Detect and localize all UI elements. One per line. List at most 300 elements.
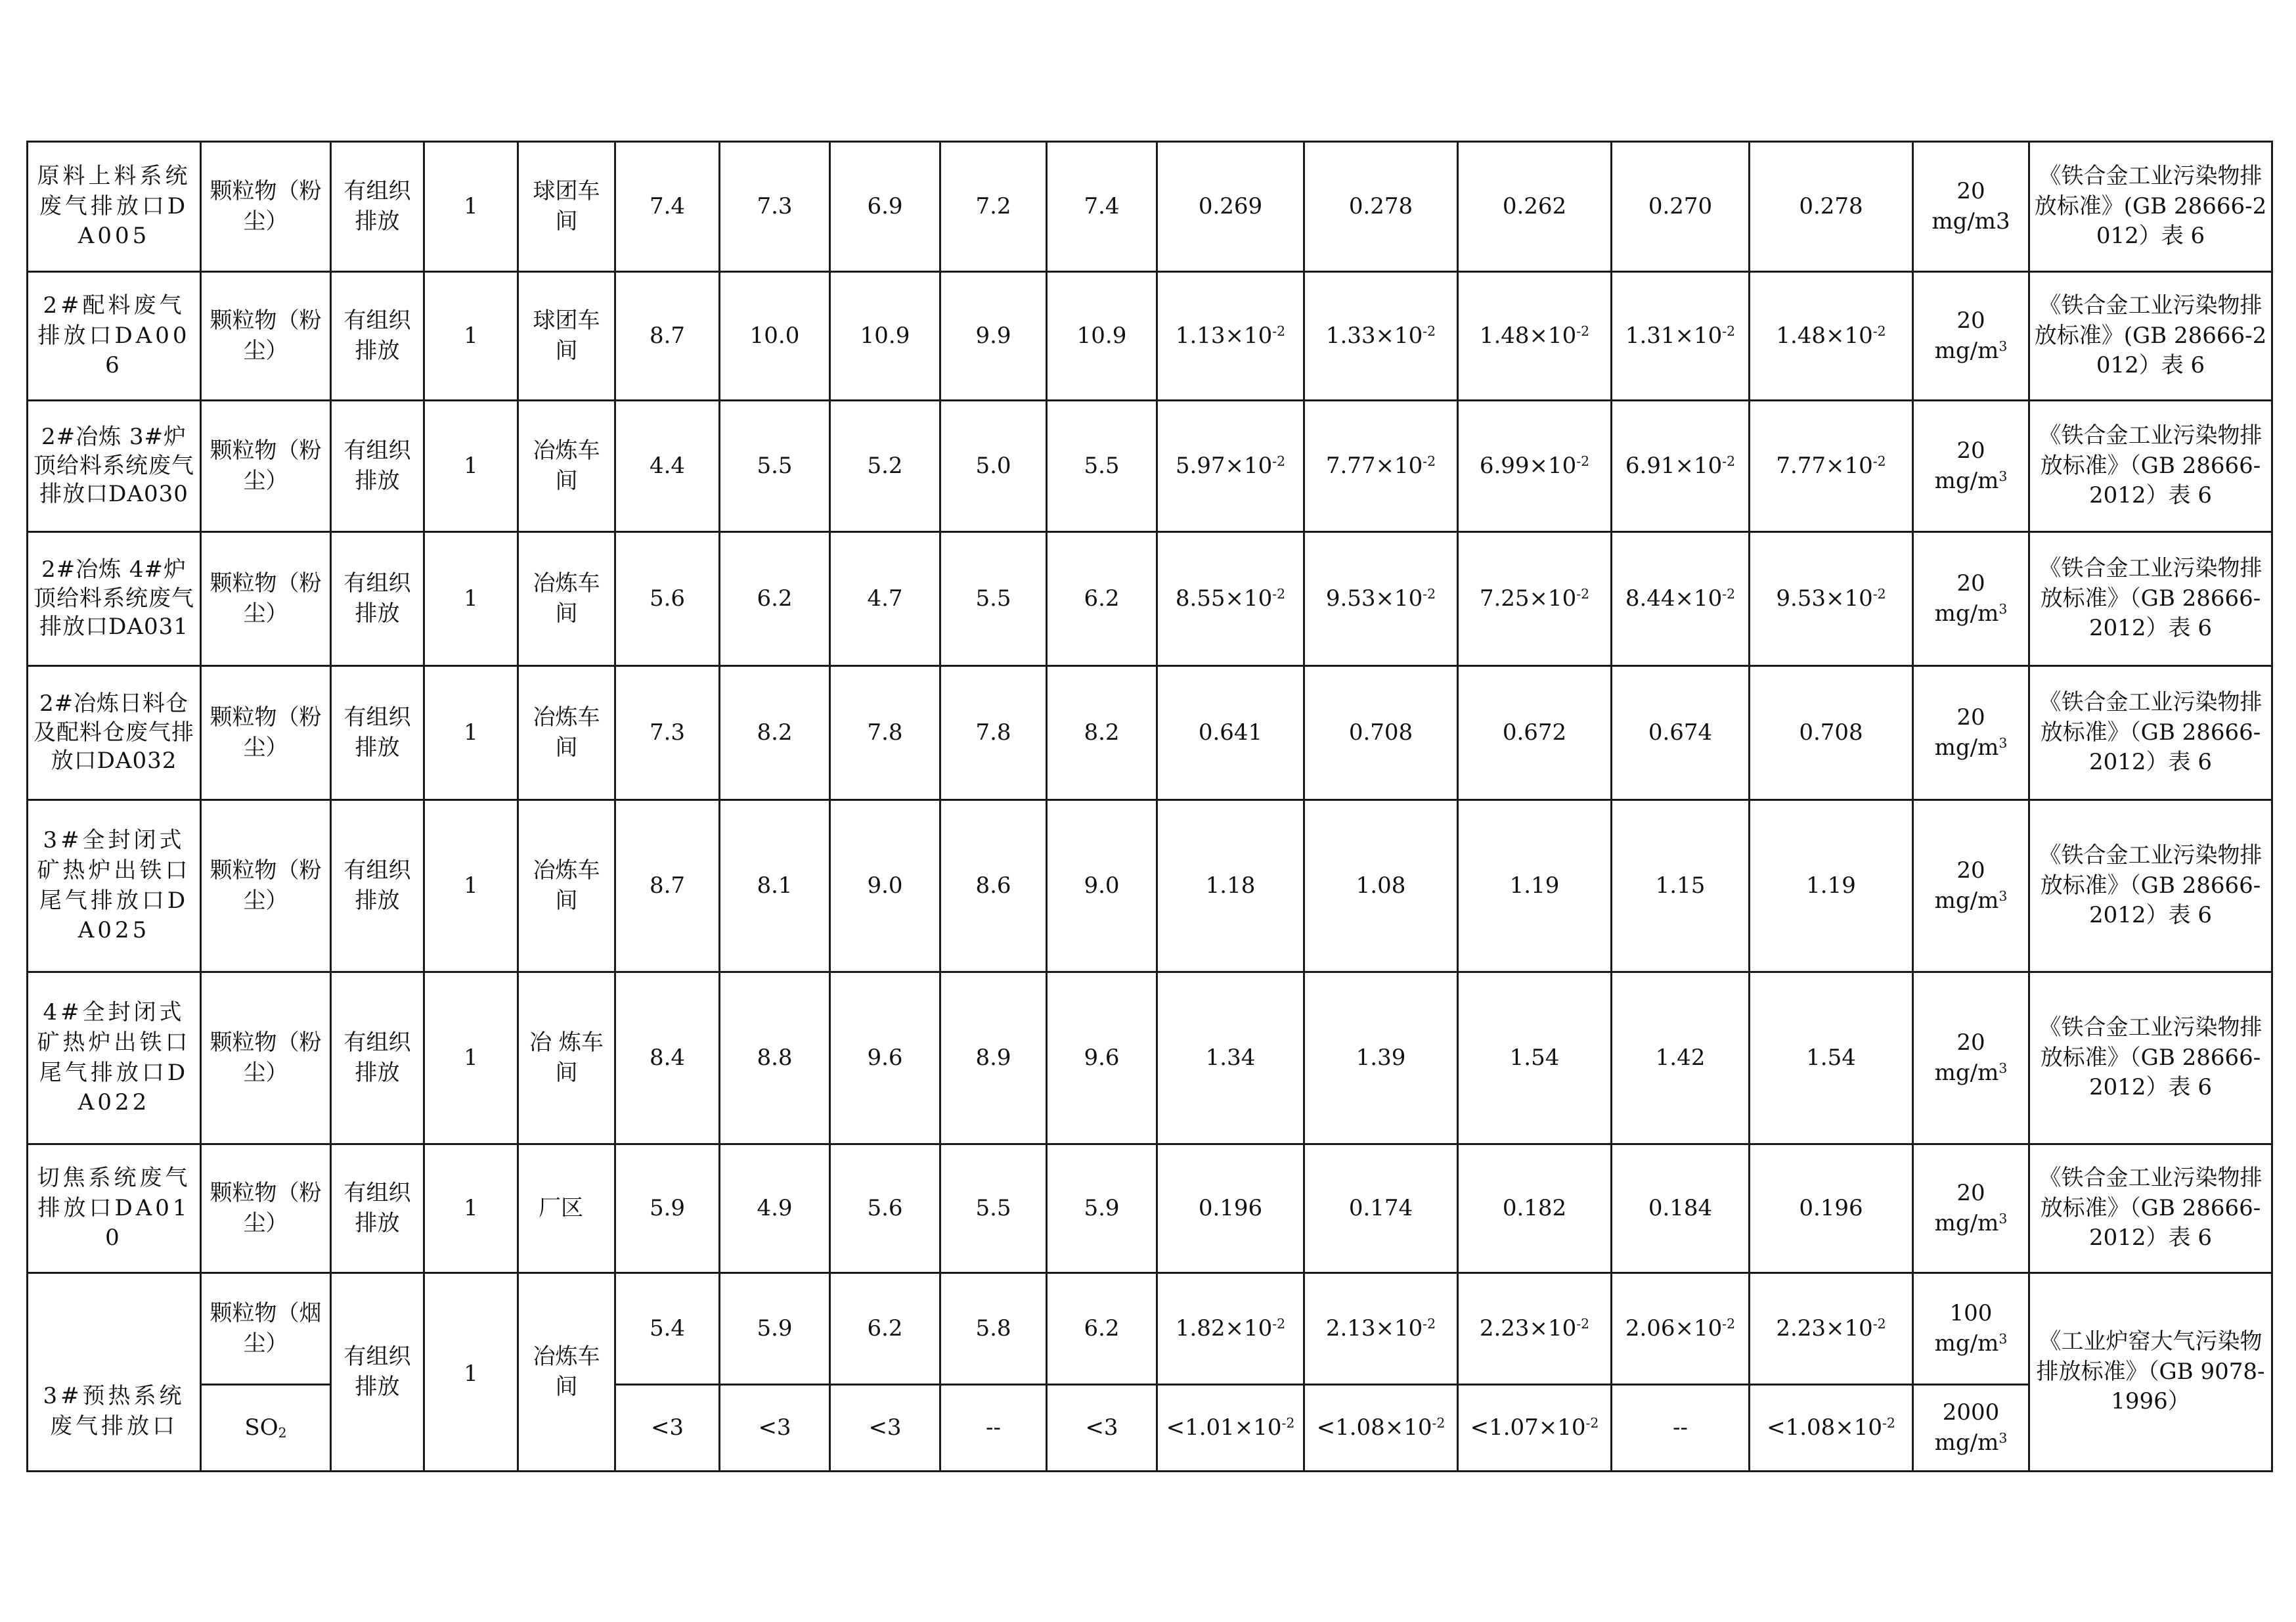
outlet-count-cell-text: 1: [464, 585, 478, 612]
emission-rate-cell: [1458, 1144, 1612, 1273]
emission-limit-cell: [1913, 401, 2029, 532]
outlet-name-cell: [28, 272, 201, 401]
rate-exponent: -2: [1882, 1414, 1895, 1431]
rate-mantissa: 0.708: [1348, 719, 1413, 746]
emission-rate-cell: [1157, 401, 1304, 532]
emission-mode-cell: [331, 142, 424, 272]
emission-monitoring-table: [26, 141, 2273, 1472]
concentration-cell: [940, 272, 1047, 401]
emission-rate-cell: [1157, 272, 1304, 401]
limit-unit: mg/m: [1934, 1330, 1999, 1357]
concentration-cell-text: 5.6: [867, 1194, 903, 1221]
pollutant-cell: [201, 272, 331, 401]
pollutant-cell-text: 颗粒物（粉尘）: [210, 437, 322, 494]
pollutant-cell: [201, 401, 331, 532]
rate-mantissa: 1.82×10: [1175, 1315, 1273, 1341]
limit-unit: mg/m: [1934, 1429, 1999, 1456]
concentration-cell: [830, 1273, 940, 1385]
concentration-cell-text: <3: [650, 1414, 684, 1441]
pollutant-cell-text: 颗粒物（粉尘）: [210, 857, 322, 914]
concentration-cell: [940, 1144, 1047, 1273]
outlet-count-cell: [424, 142, 518, 272]
rate-exponent: -2: [1423, 1315, 1436, 1332]
pollutant-cell: [201, 972, 331, 1144]
emission-limit-cell: [1913, 972, 2029, 1144]
rate-mantissa: 1.08: [1356, 872, 1406, 899]
rate-mantissa: 0.270: [1648, 192, 1713, 219]
standard-cell: [2029, 800, 2272, 972]
table-body: [28, 142, 2272, 1472]
pollutant-cell-text: 颗粒物（粉尘）: [210, 177, 322, 235]
concentration-cell: [1047, 1144, 1157, 1273]
outlet-name-cell-text: 2#冶炼日料仓及配料仓废气排放口DA032: [33, 690, 194, 775]
emission-rate-cell: [1750, 800, 1913, 972]
rate-mantissa: 0.262: [1502, 192, 1567, 219]
pollutant-cell-text: 颗粒物（粉尘）: [210, 704, 322, 761]
emission-rate-cell: [1157, 532, 1304, 666]
pollutant-cell: [201, 1273, 331, 1385]
emission-rate-cell: [1458, 272, 1612, 401]
emission-rate-cell: [1458, 401, 1612, 532]
outlet-count-cell: [424, 532, 518, 666]
concentration-cell-text: 8.6: [975, 872, 1011, 899]
workshop-cell-text: 冶炼车间: [533, 570, 600, 627]
concentration-cell: [615, 800, 720, 972]
rate-exponent: -2: [1423, 323, 1436, 339]
concentration-cell-text: 8.4: [649, 1044, 686, 1071]
workshop-cell: [518, 401, 615, 532]
workshop-cell-text: 冶炼车间: [533, 704, 600, 761]
rate-exponent: -2: [1281, 1414, 1295, 1431]
concentration-cell-text: 9.0: [867, 872, 903, 899]
rate-mantissa: 8.44×10: [1625, 585, 1723, 612]
emission-mode-cell: [331, 666, 424, 800]
rate-exponent: -2: [1423, 585, 1436, 602]
emission-rate-cell: [1612, 401, 1750, 532]
rate-mantissa: 6.99×10: [1479, 452, 1577, 479]
rate-exponent: -2: [1272, 1315, 1286, 1332]
rate-mantissa: <1.07×10: [1470, 1414, 1586, 1441]
concentration-cell-text: 5.8: [975, 1315, 1011, 1341]
emission-mode-cell: [331, 972, 424, 1144]
emission-mode-cell: [331, 1144, 424, 1273]
emission-rate-cell: [1612, 532, 1750, 666]
outlet-count-cell: [424, 800, 518, 972]
emission-rate-cell: [1612, 1273, 1750, 1385]
standard-cell: [2029, 142, 2272, 272]
concentration-cell-text: 8.8: [757, 1044, 793, 1071]
outlet-name-cell-text: 切焦系统废气排放口DA010: [37, 1164, 191, 1251]
emission-limit-cell: [1913, 142, 2029, 272]
table-row: [28, 1273, 2272, 1385]
rate-mantissa: 0.278: [1348, 192, 1413, 219]
outlet-name-cell: [28, 800, 201, 972]
concentration-cell-text: 7.8: [975, 719, 1011, 746]
concentration-cell: [1047, 1273, 1157, 1385]
outlet-name-cell-text: 4#全封闭式矿热炉出铁口尾气排放口DA022: [37, 999, 191, 1116]
outlet-name-cell: [28, 532, 201, 666]
rate-mantissa: 2.13×10: [1325, 1315, 1423, 1341]
emission-limit-cell: [1913, 800, 2029, 972]
concentration-cell-text: 8.9: [975, 1044, 1011, 1071]
workshop-cell: [518, 666, 615, 800]
concentration-cell: [615, 1385, 720, 1472]
limit-unit-exponent: 3: [1998, 1430, 2008, 1446]
table-row: [28, 142, 2272, 272]
rate-mantissa: --: [1673, 1414, 1688, 1441]
rate-mantissa: 9.53×10: [1325, 585, 1423, 612]
rate-mantissa: 0.641: [1198, 719, 1263, 746]
workshop-cell-text: 球团车间: [533, 307, 600, 364]
rate-mantissa: 1.19: [1509, 872, 1560, 899]
limit-value: 20: [1956, 857, 1985, 884]
concentration-cell: [940, 142, 1047, 272]
pollutant-formula-subscript: 2: [278, 1424, 287, 1441]
limit-unit-exponent: 3: [1998, 1210, 2008, 1227]
concentration-cell-text: 7.3: [757, 192, 793, 219]
emission-rate-cell: [1612, 666, 1750, 800]
emission-rate-cell: [1750, 1273, 1913, 1385]
outlet-count-cell: [424, 401, 518, 532]
concentration-cell-text: 5.0: [975, 452, 1011, 479]
rate-mantissa: 0.269: [1198, 192, 1263, 219]
rate-mantissa: 7.77×10: [1776, 452, 1873, 479]
standard-cell: [2029, 401, 2272, 532]
emission-rate-cell: [1750, 1385, 1913, 1472]
concentration-cell-text: <3: [868, 1414, 902, 1441]
pollutant-cell-text: 颗粒物（粉尘）: [210, 570, 322, 627]
emission-rate-cell: [1157, 1144, 1304, 1273]
outlet-count-cell: [424, 972, 518, 1144]
limit-value: 20: [1956, 1029, 1985, 1056]
emission-rate-cell: [1612, 1144, 1750, 1273]
outlet-name-cell-text: 3#全封闭式矿热炉出铁口尾气排放口DA025: [37, 826, 191, 944]
concentration-cell: [615, 666, 720, 800]
concentration-cell-text: 9.9: [975, 322, 1011, 349]
rate-mantissa: 0.184: [1648, 1194, 1713, 1221]
workshop-cell: [518, 142, 615, 272]
rate-exponent: -2: [1576, 453, 1590, 469]
rate-mantissa: 0.174: [1348, 1194, 1413, 1221]
rate-mantissa: 0.196: [1198, 1194, 1263, 1221]
emission-rate-cell: [1750, 666, 1913, 800]
concentration-cell-text: 6.9: [867, 192, 903, 219]
workshop-cell: [518, 972, 615, 1144]
limit-unit-exponent: 3: [1998, 338, 2008, 354]
rate-exponent: -2: [1722, 323, 1736, 339]
standard-cell-text: 《铁合金工业污染物排放标准》（GB 28666-2012）表 6: [2039, 688, 2263, 776]
table-row: [28, 666, 2272, 800]
concentration-cell: [720, 1273, 830, 1385]
pollutant-cell-text: 颗粒物（烟尘）: [210, 1299, 322, 1357]
concentration-cell-text: 9.6: [867, 1044, 903, 1071]
emission-rate-cell: [1304, 800, 1458, 972]
rate-mantissa: 0.708: [1799, 719, 1863, 746]
concentration-cell-text: --: [986, 1414, 1001, 1441]
emission-rate-cell: [1304, 532, 1458, 666]
emission-rate-cell: [1304, 401, 1458, 532]
outlet-name-cell-text: 2#冶炼 4#炉顶给料系统废气排放口DA031: [33, 556, 194, 641]
emission-rate-cell: [1750, 401, 1913, 532]
emission-limit-cell: [1913, 1144, 2029, 1273]
standard-cell-text: 《铁合金工业污染物排放标准》（GB 28666-2012）表 6: [2039, 1014, 2263, 1101]
emission-mode-cell-text: 有组织排放: [343, 1343, 411, 1400]
emission-mode-cell-text: 有组织排放: [343, 177, 411, 235]
workshop-cell: [518, 532, 615, 666]
outlet-name-cell: [28, 142, 201, 272]
standard-cell-text: 《铁合金工业污染物排放标准》（GB 28666-2012）表 6: [2039, 422, 2263, 509]
outlet-name-cell: [28, 666, 201, 800]
concentration-cell: [830, 272, 940, 401]
pollutant-cell: [201, 1144, 331, 1273]
pollutant-cell: [201, 532, 331, 666]
concentration-cell-text: 6.2: [1084, 585, 1120, 612]
limit-value: 20: [1956, 570, 1985, 597]
concentration-cell: [830, 532, 940, 666]
emission-rate-cell: [1157, 800, 1304, 972]
concentration-cell-text: 8.7: [649, 322, 686, 349]
standard-cell: [2029, 532, 2272, 666]
workshop-cell-text: 冶炼车间: [533, 437, 600, 494]
rate-mantissa: 9.53×10: [1776, 585, 1873, 612]
outlet-count-cell: [424, 666, 518, 800]
outlet-count-cell-text: 1: [464, 1361, 478, 1387]
emission-rate-cell: [1157, 142, 1304, 272]
rate-mantissa: <1.08×10: [1316, 1414, 1432, 1441]
concentration-cell: [720, 401, 830, 532]
concentration-cell-text: 5.9: [649, 1194, 686, 1221]
outlet-count-cell-text: 1: [464, 719, 478, 746]
rate-mantissa: 1.54: [1806, 1044, 1856, 1071]
rate-exponent: -2: [1423, 453, 1436, 469]
workshop-cell-text: 厂区: [539, 1194, 583, 1221]
rate-exponent: -2: [1576, 1315, 1590, 1332]
concentration-cell-text: 5.9: [757, 1315, 793, 1341]
rate-mantissa: 1.18: [1205, 872, 1256, 899]
emission-rate-cell: [1304, 1144, 1458, 1273]
rate-exponent: -2: [1722, 453, 1736, 469]
rate-mantissa: 1.34: [1205, 1044, 1256, 1071]
standard-cell-text: 《铁合金工业污染物排放标准》(GB 28666-2012）表 6: [2034, 162, 2267, 250]
emission-rate-cell: [1304, 972, 1458, 1144]
emission-rate-cell: [1612, 800, 1750, 972]
concentration-cell: [1047, 800, 1157, 972]
pollutant-cell-text: 颗粒物（粉尘）: [210, 1179, 322, 1236]
rate-mantissa: 5.97×10: [1175, 452, 1273, 479]
standard-cell: [2029, 1144, 2272, 1273]
pollutant-cell: [201, 800, 331, 972]
standard-cell: [2029, 1273, 2272, 1472]
workshop-cell-text: 冶炼车间: [533, 857, 600, 914]
concentration-cell-text: 4.9: [757, 1194, 793, 1221]
rate-exponent: -2: [1585, 1414, 1599, 1431]
rate-mantissa: 2.23×10: [1776, 1315, 1873, 1341]
limit-unit: mg/m: [1934, 887, 1999, 914]
rate-mantissa: 6.91×10: [1625, 452, 1723, 479]
rate-mantissa: 8.55×10: [1175, 585, 1273, 612]
emission-rate-cell: [1157, 972, 1304, 1144]
concentration-cell-text: 5.6: [649, 585, 686, 612]
rate-mantissa: 1.15: [1655, 872, 1706, 899]
outlet-count-cell-text: 1: [464, 1194, 478, 1221]
pollutant-cell: [201, 666, 331, 800]
rate-exponent: -2: [1872, 1315, 1886, 1332]
rate-mantissa: 1.31×10: [1625, 322, 1723, 349]
emission-rate-cell: [1157, 1385, 1304, 1472]
emission-rate-cell: [1304, 1385, 1458, 1472]
table-row: [28, 272, 2272, 401]
limit-value: 20: [1956, 1179, 1985, 1206]
rate-mantissa: 1.48×10: [1776, 322, 1873, 349]
concentration-cell: [940, 666, 1047, 800]
rate-mantissa: 0.278: [1799, 192, 1863, 219]
emission-rate-cell: [1750, 142, 1913, 272]
emission-mode-cell: [331, 532, 424, 666]
emission-mode-cell: [331, 800, 424, 972]
concentration-cell: [940, 1385, 1047, 1472]
concentration-cell-text: 7.4: [649, 192, 686, 219]
outlet-name-cell: [28, 1273, 201, 1472]
concentration-cell: [1047, 142, 1157, 272]
table-row: [28, 401, 2272, 532]
outlet-name-cell-text: 2#冶炼 3#炉顶给料系统废气排放口DA030: [33, 424, 194, 508]
concentration-cell-text: 4.7: [867, 585, 903, 612]
concentration-cell: [830, 1385, 940, 1472]
emission-rate-cell: [1750, 272, 1913, 401]
rate-exponent: -2: [1872, 585, 1886, 602]
concentration-cell: [615, 972, 720, 1144]
emission-mode-cell-text: 有组织排放: [343, 1029, 411, 1086]
limit-unit-exponent: 3: [1998, 600, 2008, 617]
table-row: [28, 972, 2272, 1144]
outlet-count-cell-text: 1: [464, 872, 478, 899]
concentration-cell-text: 5.5: [757, 452, 793, 479]
outlet-count-cell-text: 1: [464, 452, 478, 479]
emission-mode-cell: [331, 1273, 424, 1472]
outlet-name-cell-text: 2#配料废气排放口DA006: [37, 292, 190, 379]
rate-exponent: -2: [1432, 1414, 1446, 1431]
emission-rate-cell: [1458, 1385, 1612, 1472]
limit-unit-exponent: 3: [1998, 468, 2008, 484]
concentration-cell-text: 5.5: [1084, 452, 1120, 479]
limit-unit-exponent: 3: [1998, 888, 2008, 904]
concentration-cell-text: 5.9: [1084, 1194, 1120, 1221]
limit-unit: mg/m: [1934, 600, 1999, 627]
emission-mode-cell-text: 有组织排放: [343, 307, 411, 364]
outlet-name-cell: [28, 972, 201, 1144]
outlet-name-cell-text: 3#预热系统废气排放口: [43, 1382, 185, 1439]
workshop-cell: [518, 800, 615, 972]
emission-rate-cell: [1458, 800, 1612, 972]
emission-rate-cell: [1458, 1273, 1612, 1385]
rate-mantissa: 1.19: [1806, 872, 1856, 899]
emission-mode-cell-text: 有组织排放: [343, 570, 411, 627]
rate-mantissa: 7.77×10: [1325, 452, 1423, 479]
rate-exponent: -2: [1576, 323, 1590, 339]
concentration-cell: [1047, 666, 1157, 800]
concentration-cell: [720, 532, 830, 666]
emission-rate-cell: [1458, 142, 1612, 272]
rate-mantissa: 2.06×10: [1625, 1315, 1723, 1341]
concentration-cell: [1047, 972, 1157, 1144]
pollutant-cell: [201, 142, 331, 272]
rate-mantissa: 0.196: [1799, 1194, 1863, 1221]
limit-unit: mg/m: [1934, 734, 1999, 761]
concentration-cell: [720, 972, 830, 1144]
emission-rate-cell: [1157, 666, 1304, 800]
concentration-cell-text: 7.8: [867, 719, 903, 746]
rate-mantissa: 1.33×10: [1325, 322, 1423, 349]
standard-cell-text: 《铁合金工业污染物排放标准》（GB 28666-2012）表 6: [2039, 842, 2263, 929]
concentration-cell: [615, 401, 720, 532]
rate-mantissa: 0.672: [1502, 719, 1567, 746]
standard-cell: [2029, 666, 2272, 800]
limit-value: 20: [1956, 437, 1985, 464]
rate-mantissa: <1.08×10: [1767, 1414, 1883, 1441]
concentration-cell-text: 10.9: [1076, 322, 1127, 349]
outlet-count-cell: [424, 272, 518, 401]
concentration-cell-text: 4.4: [649, 452, 686, 479]
limit-value: 2000: [1942, 1399, 2000, 1426]
limit-unit: mg/m3: [1932, 208, 2010, 235]
concentration-cell: [940, 1273, 1047, 1385]
emission-mode-cell-text: 有组织排放: [343, 704, 411, 761]
concentration-cell-text: 8.7: [649, 872, 686, 899]
concentration-cell: [720, 1385, 830, 1472]
emission-limit-cell: [1913, 272, 2029, 401]
workshop-cell-text: 冶 炼车间: [529, 1029, 604, 1086]
rate-exponent: -2: [1272, 453, 1286, 469]
concentration-cell: [615, 1273, 720, 1385]
concentration-cell: [830, 666, 940, 800]
concentration-cell: [720, 142, 830, 272]
concentration-cell-text: 6.2: [757, 585, 793, 612]
concentration-cell: [830, 800, 940, 972]
concentration-cell-text: 5.5: [975, 1194, 1011, 1221]
rate-mantissa: 1.48×10: [1479, 322, 1577, 349]
rate-mantissa: <1.01×10: [1166, 1414, 1282, 1441]
concentration-cell-text: 8.2: [1084, 719, 1120, 746]
pollutant-formula: SO: [244, 1414, 278, 1441]
concentration-cell-text: 9.0: [1084, 872, 1120, 899]
limit-unit: mg/m: [1934, 337, 1999, 364]
rate-mantissa: 1.13×10: [1175, 322, 1273, 349]
concentration-cell-text: 6.2: [867, 1315, 903, 1341]
limit-unit: mg/m: [1934, 1059, 1999, 1086]
emission-rate-cell: [1458, 972, 1612, 1144]
pollutant-cell: [201, 1385, 331, 1472]
emission-rate-cell: [1304, 142, 1458, 272]
outlet-count-cell: [424, 1144, 518, 1273]
concentration-cell: [830, 1144, 940, 1273]
concentration-cell: [830, 401, 940, 532]
workshop-cell-text: 球团车间: [533, 177, 600, 235]
emission-mode-cell-text: 有组织排放: [343, 1179, 411, 1236]
emission-mode-cell: [331, 272, 424, 401]
table-row: [28, 532, 2272, 666]
outlet-count-cell-text: 1: [464, 322, 478, 349]
outlet-name-cell-text: 原料上料系统废气排放口DA005: [37, 162, 191, 250]
rate-exponent: -2: [1872, 453, 1886, 469]
concentration-cell-text: 10.0: [749, 322, 800, 349]
limit-value: 20: [1956, 177, 1985, 204]
concentration-cell: [615, 142, 720, 272]
table-row: [28, 1144, 2272, 1273]
limit-unit: mg/m: [1934, 467, 1999, 494]
concentration-cell-text: 10.9: [860, 322, 910, 349]
concentration-cell: [940, 800, 1047, 972]
emission-limit-cell: [1913, 1273, 2029, 1385]
